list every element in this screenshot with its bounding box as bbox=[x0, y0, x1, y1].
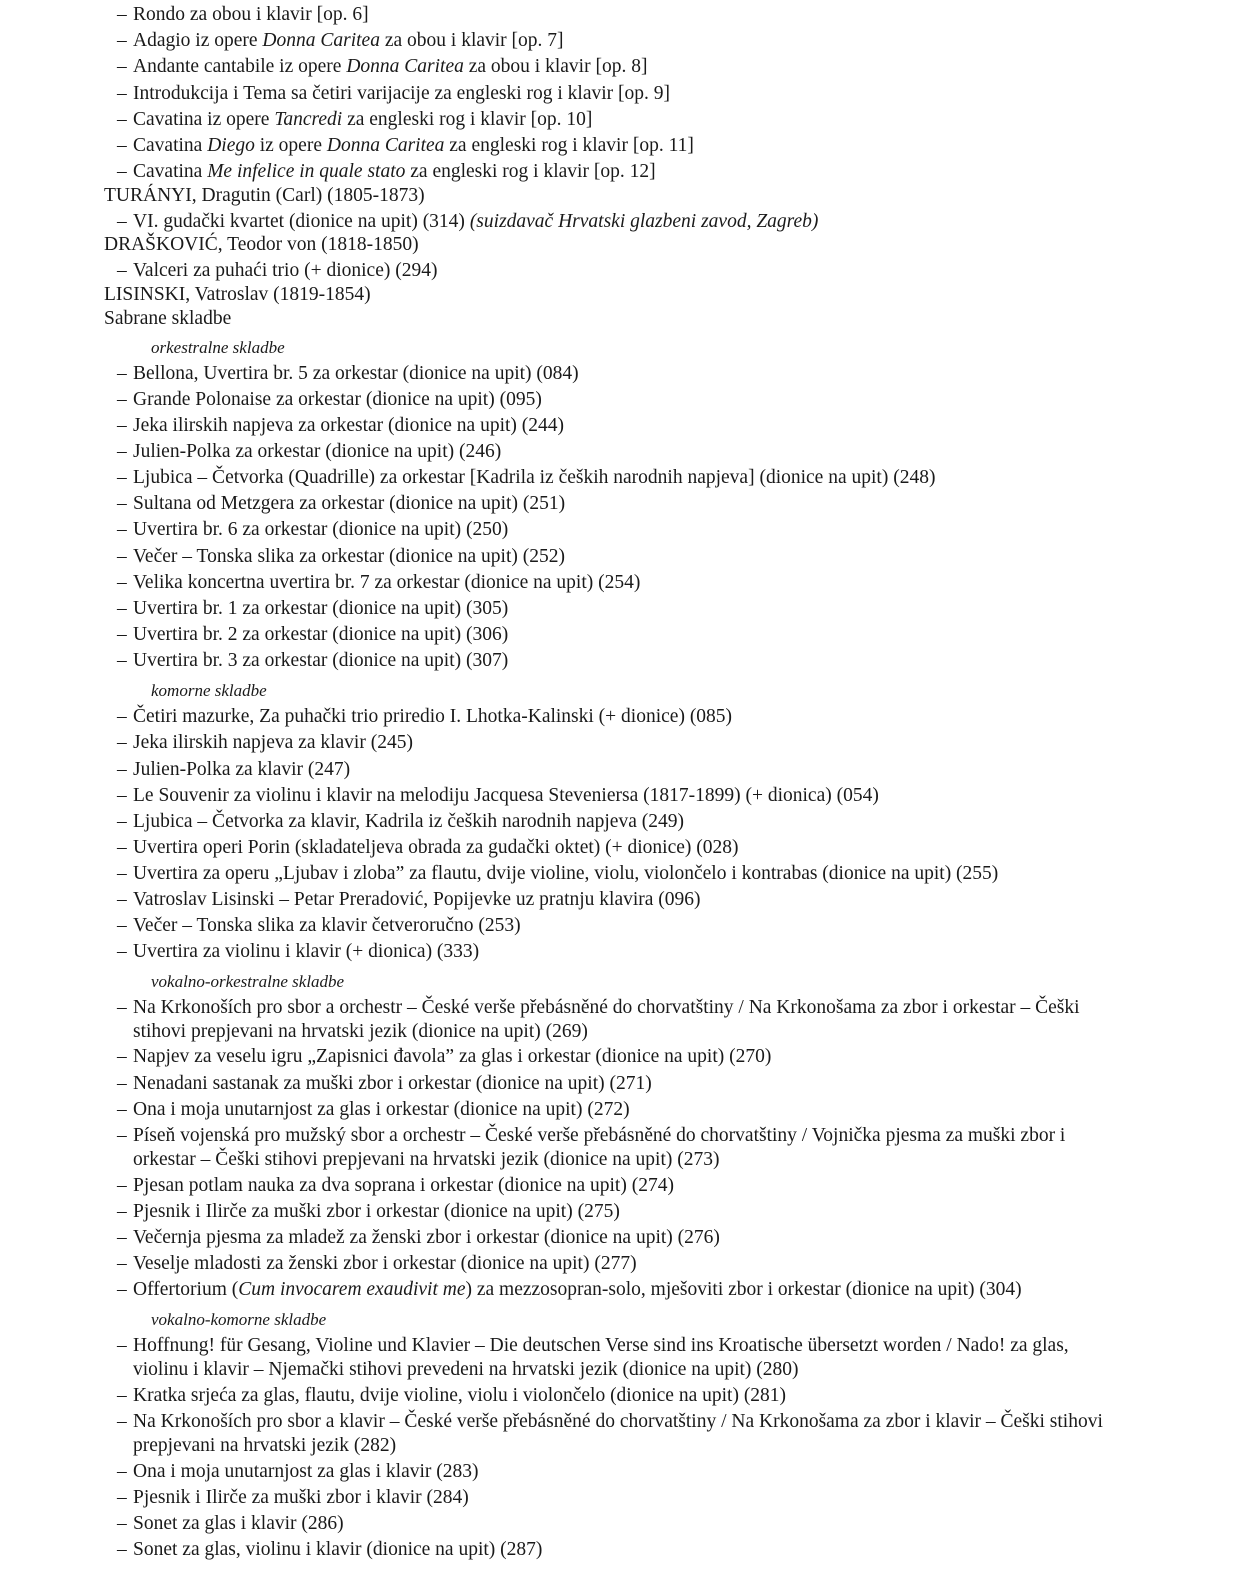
work-entry-continuation bbox=[133, 1358, 799, 1382]
text-segment: Sabrane skladbe bbox=[104, 308, 232, 329]
list-dash: – bbox=[117, 363, 127, 384]
text-segment: za obou i klavir [op. 7] bbox=[379, 30, 564, 51]
text-segment: Uvertira operi Porin (skladateljeva obrada za gudački oktet) (+ dionice) (028) bbox=[133, 837, 739, 858]
text-segment: Ljubica – Četvorka (Quadrille) za orkestar [Kadrila iz čeških narodnih napjeva] (dionice na upit) (248) bbox=[133, 467, 936, 488]
work-title bbox=[133, 440, 501, 464]
text-segment: prepjevani na hrvatski jezik (282) bbox=[133, 1435, 397, 1456]
work-title bbox=[133, 1384, 786, 1408]
list-dash: – bbox=[117, 1411, 127, 1432]
text-segment: Adagio iz opere bbox=[133, 30, 263, 51]
work-title bbox=[133, 518, 508, 542]
text-segment: Uvertira br. 1 za orkestar (dionice na upit) (305) bbox=[133, 598, 509, 619]
work-title bbox=[133, 1486, 469, 1510]
work-title bbox=[133, 160, 656, 184]
work-title bbox=[133, 1252, 637, 1276]
italic-text: Cum invocarem exaudivit me bbox=[238, 1279, 466, 1300]
text-segment: Cavatina bbox=[133, 161, 208, 182]
category-heading bbox=[151, 970, 344, 994]
text-segment: Ona i moja unutarnjost za glas i orkestar (dionice na upit) (272) bbox=[133, 1099, 630, 1120]
list-dash: – bbox=[117, 1046, 127, 1067]
text-segment: Rondo za obou i klavir [op. 6] bbox=[133, 4, 369, 25]
list-dash: – bbox=[117, 519, 127, 540]
italic-text: (suizdavač Hrvatski glazbeni zavod, Zagreb) bbox=[469, 211, 819, 232]
list-dash: – bbox=[117, 109, 127, 130]
italic-text: Donna Caritea bbox=[346, 56, 464, 77]
work-title bbox=[133, 888, 701, 912]
text-segment: vokalno-orkestralne skladbe bbox=[151, 972, 345, 991]
work-title bbox=[133, 414, 564, 438]
section-heading bbox=[104, 307, 231, 331]
work-title bbox=[133, 940, 479, 964]
work-title bbox=[133, 492, 565, 516]
text-segment: Večer – Tonska slika za orkestar (dionice na upit) (252) bbox=[133, 546, 565, 567]
list-dash: – bbox=[117, 493, 127, 514]
text-segment: Pjesnik i Ilirče za muški zbor i klavir (284) bbox=[133, 1487, 469, 1508]
list-dash: – bbox=[117, 915, 127, 936]
list-dash: – bbox=[117, 1513, 127, 1534]
work-title bbox=[133, 1200, 620, 1224]
composer-heading bbox=[104, 233, 419, 257]
work-title bbox=[133, 914, 521, 938]
work-entry-continuation bbox=[133, 1020, 588, 1044]
text-segment: Andante cantabile iz opere bbox=[133, 56, 347, 77]
work-entry-continuation bbox=[133, 1148, 719, 1172]
list-dash: – bbox=[117, 546, 127, 567]
list-dash: – bbox=[117, 1227, 127, 1248]
work-title bbox=[133, 1460, 479, 1484]
text-segment: Pjesnik i Ilirče za muški zbor i orkestar (dionice na upit) (275) bbox=[133, 1201, 620, 1222]
text-segment: Nenadani sastanak za muški zbor i orkestar (dionice na upit) (271) bbox=[133, 1073, 652, 1094]
text-segment: komorne skladbe bbox=[151, 681, 267, 700]
text-segment: Na Krkonoších pro sbor a klavir – České verše přebásněné do chorvatštiny / Na Krkonošama za zbor i klavir – Češki stihovi bbox=[133, 1411, 1103, 1432]
italic-text: Tancredi bbox=[274, 109, 343, 130]
list-dash: – bbox=[117, 161, 127, 182]
list-dash: – bbox=[117, 1175, 127, 1196]
text-segment: orkestar – Češki stihovi prepjevani na hrvatski jezik (dionice na upit) (273) bbox=[133, 1149, 720, 1170]
work-title bbox=[133, 1410, 1103, 1434]
work-title bbox=[133, 1124, 1065, 1148]
list-dash: – bbox=[117, 598, 127, 619]
text-segment: Grande Polonaise za orkestar (dionice na upit) (095) bbox=[133, 389, 542, 410]
text-segment: VI. gudački kvartet (dionice na upit) (314) bbox=[133, 211, 470, 232]
work-title bbox=[133, 545, 565, 569]
list-dash: – bbox=[117, 889, 127, 910]
composer-heading bbox=[104, 283, 371, 307]
work-title bbox=[133, 1512, 344, 1536]
list-dash: – bbox=[117, 1073, 127, 1094]
text-segment: Julien-Polka za klavir (247) bbox=[133, 759, 351, 780]
list-dash: – bbox=[117, 1125, 127, 1146]
list-dash: – bbox=[117, 441, 127, 462]
list-dash: – bbox=[117, 211, 127, 232]
text-segment: TURÁNYI, Dragutin (Carl) (1805-1873) bbox=[104, 185, 425, 206]
text-segment: stihovi prepjevani na hrvatski jezik (dionice na upit) (269) bbox=[133, 1021, 588, 1042]
list-dash: – bbox=[117, 135, 127, 156]
text-segment: orkestralne skladbe bbox=[151, 338, 285, 357]
work-title bbox=[133, 758, 350, 782]
text-segment: vokalno-komorne skladbe bbox=[151, 1310, 327, 1329]
work-title bbox=[133, 134, 694, 158]
work-title bbox=[133, 571, 640, 595]
text-segment: Kratka srjeća za glas, flautu, dvije violine, violu i violončelo (dionice na upit) (281) bbox=[133, 1385, 787, 1406]
work-title bbox=[133, 862, 998, 886]
text-segment: Uvertira za violinu i klavir (+ dionica) (333) bbox=[133, 941, 480, 962]
list-dash: – bbox=[117, 389, 127, 410]
work-title bbox=[133, 623, 508, 647]
italic-text: Donna Caritea bbox=[262, 30, 380, 51]
text-segment: Uvertira br. 2 za orkestar (dionice na upit) (306) bbox=[133, 624, 509, 645]
text-segment: Sultana od Metzgera za orkestar (dionice na upit) (251) bbox=[133, 493, 566, 514]
text-segment: Cavatina iz opere bbox=[133, 109, 275, 130]
text-segment: ) za mezzosopran-solo, mješoviti zbor i orkestar (dionice na upit) (304) bbox=[465, 1279, 1022, 1300]
work-title bbox=[133, 1278, 1022, 1302]
work-title bbox=[133, 649, 508, 673]
text-segment: Bellona, Uvertira br. 5 za orkestar (dionice na upit) (084) bbox=[133, 363, 579, 384]
list-dash: – bbox=[117, 759, 127, 780]
italic-text: Diego bbox=[207, 135, 255, 156]
text-segment: violinu i klavir – Njemački stihovi prevedeni na hrvatski jezik (dionice na upit) (280) bbox=[133, 1359, 799, 1380]
list-dash: – bbox=[117, 4, 127, 25]
text-segment: Offertorium ( bbox=[133, 1279, 239, 1300]
text-segment: Veselje mladosti za ženski zbor i orkestar (dionice na upit) (277) bbox=[133, 1253, 637, 1274]
text-segment: Jeka ilirskih napjeva za klavir (245) bbox=[133, 732, 413, 753]
text-segment: Sonet za glas, violinu i klavir (dionice na upit) (287) bbox=[133, 1539, 543, 1560]
work-entry-continuation bbox=[133, 1434, 396, 1458]
work-title bbox=[133, 108, 592, 132]
text-segment: DRAŠKOVIĆ, Teodor von (1818-1850) bbox=[104, 234, 419, 255]
text-segment: Uvertira za operu „Ljubav i zloba” za flautu, dvije violine, violu, violončelo i kontrabas (dionice na upit) (255) bbox=[133, 863, 999, 884]
composer-heading bbox=[104, 184, 425, 208]
work-title bbox=[133, 388, 542, 412]
text-segment: Ona i moja unutarnjost za glas i klavir (283) bbox=[133, 1461, 479, 1482]
list-dash: – bbox=[117, 467, 127, 488]
list-dash: – bbox=[117, 1201, 127, 1222]
text-segment: za engleski rog i klavir [op. 12] bbox=[405, 161, 656, 182]
text-segment: Večernja pjesma za mladež za ženski zbor i orkestar (dionice na upit) (276) bbox=[133, 1227, 720, 1248]
text-segment: Valceri za puhaći trio (+ dionice) (294) bbox=[133, 260, 438, 281]
work-title bbox=[133, 259, 437, 283]
work-title bbox=[133, 1098, 630, 1122]
text-segment: Napjev za veselu igru „Zapisnici đavola” za glas i orkestar (dionice na upit) (270) bbox=[133, 1046, 772, 1067]
list-dash: – bbox=[117, 1335, 127, 1356]
text-segment: Velika koncertna uvertira br. 7 za orkestar (dionice na upit) (254) bbox=[133, 572, 641, 593]
list-dash: – bbox=[117, 56, 127, 77]
list-dash: – bbox=[117, 260, 127, 281]
list-dash: – bbox=[117, 837, 127, 858]
list-dash: – bbox=[117, 1279, 127, 1300]
list-dash: – bbox=[117, 1461, 127, 1482]
text-segment: Introdukcija i Tema sa četiri varijacije za engleski rog i klavir [op. 9] bbox=[133, 83, 671, 104]
list-dash: – bbox=[117, 650, 127, 671]
text-segment: Ljubica – Četvorka za klavir, Kadrila iz čeških narodnih napjeva (249) bbox=[133, 811, 684, 832]
text-segment: Píseň vojenská pro mužský sbor a orchestr – České verše přebásněné do chorvatštiny / Vojnička pjesma za muški zbor i bbox=[133, 1125, 1066, 1146]
list-dash: – bbox=[117, 732, 127, 753]
list-dash: – bbox=[117, 997, 127, 1018]
list-dash: – bbox=[117, 83, 127, 104]
category-heading bbox=[151, 336, 285, 360]
list-dash: – bbox=[117, 785, 127, 806]
text-segment: Julien-Polka za orkestar (dionice na upit) (246) bbox=[133, 441, 502, 462]
text-segment: iz opere bbox=[254, 135, 327, 156]
text-segment: Četiri mazurke, Za puhački trio priredio I. Lhotka-Kalinski (+ dionice) (085) bbox=[133, 706, 733, 727]
text-segment: Pjesan potlam nauka za dva soprana i orkestar (dionice na upit) (274) bbox=[133, 1175, 674, 1196]
work-title bbox=[133, 210, 818, 234]
work-title bbox=[133, 3, 369, 27]
work-title bbox=[133, 29, 564, 53]
text-segment: Le Souvenir za violinu i klavir na melodiju Jacquesa Steveniersa (1817-1899) (+ dionica) (054) bbox=[133, 785, 879, 806]
work-title bbox=[133, 1538, 542, 1562]
work-title bbox=[133, 996, 1080, 1020]
list-dash: – bbox=[117, 706, 127, 727]
text-segment: Vatroslav Lisinski – Petar Preradović, Popijevke uz pratnju klavira (096) bbox=[133, 889, 701, 910]
work-title bbox=[133, 466, 935, 490]
work-title bbox=[133, 1072, 652, 1096]
work-title bbox=[133, 705, 732, 729]
list-dash: – bbox=[117, 941, 127, 962]
text-segment: Cavatina bbox=[133, 135, 208, 156]
text-segment: Uvertira br. 3 za orkestar (dionice na upit) (307) bbox=[133, 650, 509, 671]
work-title bbox=[133, 1045, 771, 1069]
category-heading bbox=[151, 679, 267, 703]
text-segment: za obou i klavir [op. 8] bbox=[463, 56, 648, 77]
text-segment: Na Krkonoších pro sbor a orchestr – České verše přebásněné do chorvatštiny / Na Krkonošama za zbor i orkestar – Češki bbox=[133, 997, 1080, 1018]
list-dash: – bbox=[117, 1539, 127, 1560]
work-title bbox=[133, 810, 684, 834]
text-segment: za engleski rog i klavir [op. 10] bbox=[342, 109, 593, 130]
italic-text: Donna Caritea bbox=[326, 135, 445, 156]
list-dash: – bbox=[117, 1099, 127, 1120]
work-title bbox=[133, 1174, 674, 1198]
list-dash: – bbox=[117, 1385, 127, 1406]
work-title bbox=[133, 82, 670, 106]
list-dash: – bbox=[117, 1253, 127, 1274]
text-segment: Jeka ilirskih napjeva za orkestar (dionice na upit) (244) bbox=[133, 415, 565, 436]
work-title bbox=[133, 1334, 1069, 1358]
text-segment: Hoffnung! für Gesang, Violine und Klavier – Die deutschen Verse sind ins Kroatische übersetzt worden / Nado! za glas, bbox=[133, 1335, 1069, 1356]
text-segment: Večer – Tonska slika za klavir četveroručno (253) bbox=[133, 915, 521, 936]
list-dash: – bbox=[117, 624, 127, 645]
work-title bbox=[133, 597, 508, 621]
work-title bbox=[133, 1226, 720, 1250]
work-title bbox=[133, 362, 579, 386]
list-dash: – bbox=[117, 811, 127, 832]
list-dash: – bbox=[117, 1487, 127, 1508]
text-segment: za engleski rog i klavir [op. 11] bbox=[444, 135, 694, 156]
text-segment: Sonet za glas i klavir (286) bbox=[133, 1513, 344, 1534]
list-dash: – bbox=[117, 30, 127, 51]
list-dash: – bbox=[117, 415, 127, 436]
text-segment: LISINSKI, Vatroslav (1819-1854) bbox=[104, 284, 371, 305]
list-dash: – bbox=[117, 863, 127, 884]
category-heading bbox=[151, 1308, 326, 1332]
work-title bbox=[133, 836, 739, 860]
italic-text: Me infelice in quale stato bbox=[207, 161, 406, 182]
work-title bbox=[133, 784, 879, 808]
list-dash: – bbox=[117, 572, 127, 593]
work-title bbox=[133, 731, 413, 755]
work-title bbox=[133, 55, 647, 79]
text-segment: Uvertira br. 6 za orkestar (dionice na upit) (250) bbox=[133, 519, 509, 540]
